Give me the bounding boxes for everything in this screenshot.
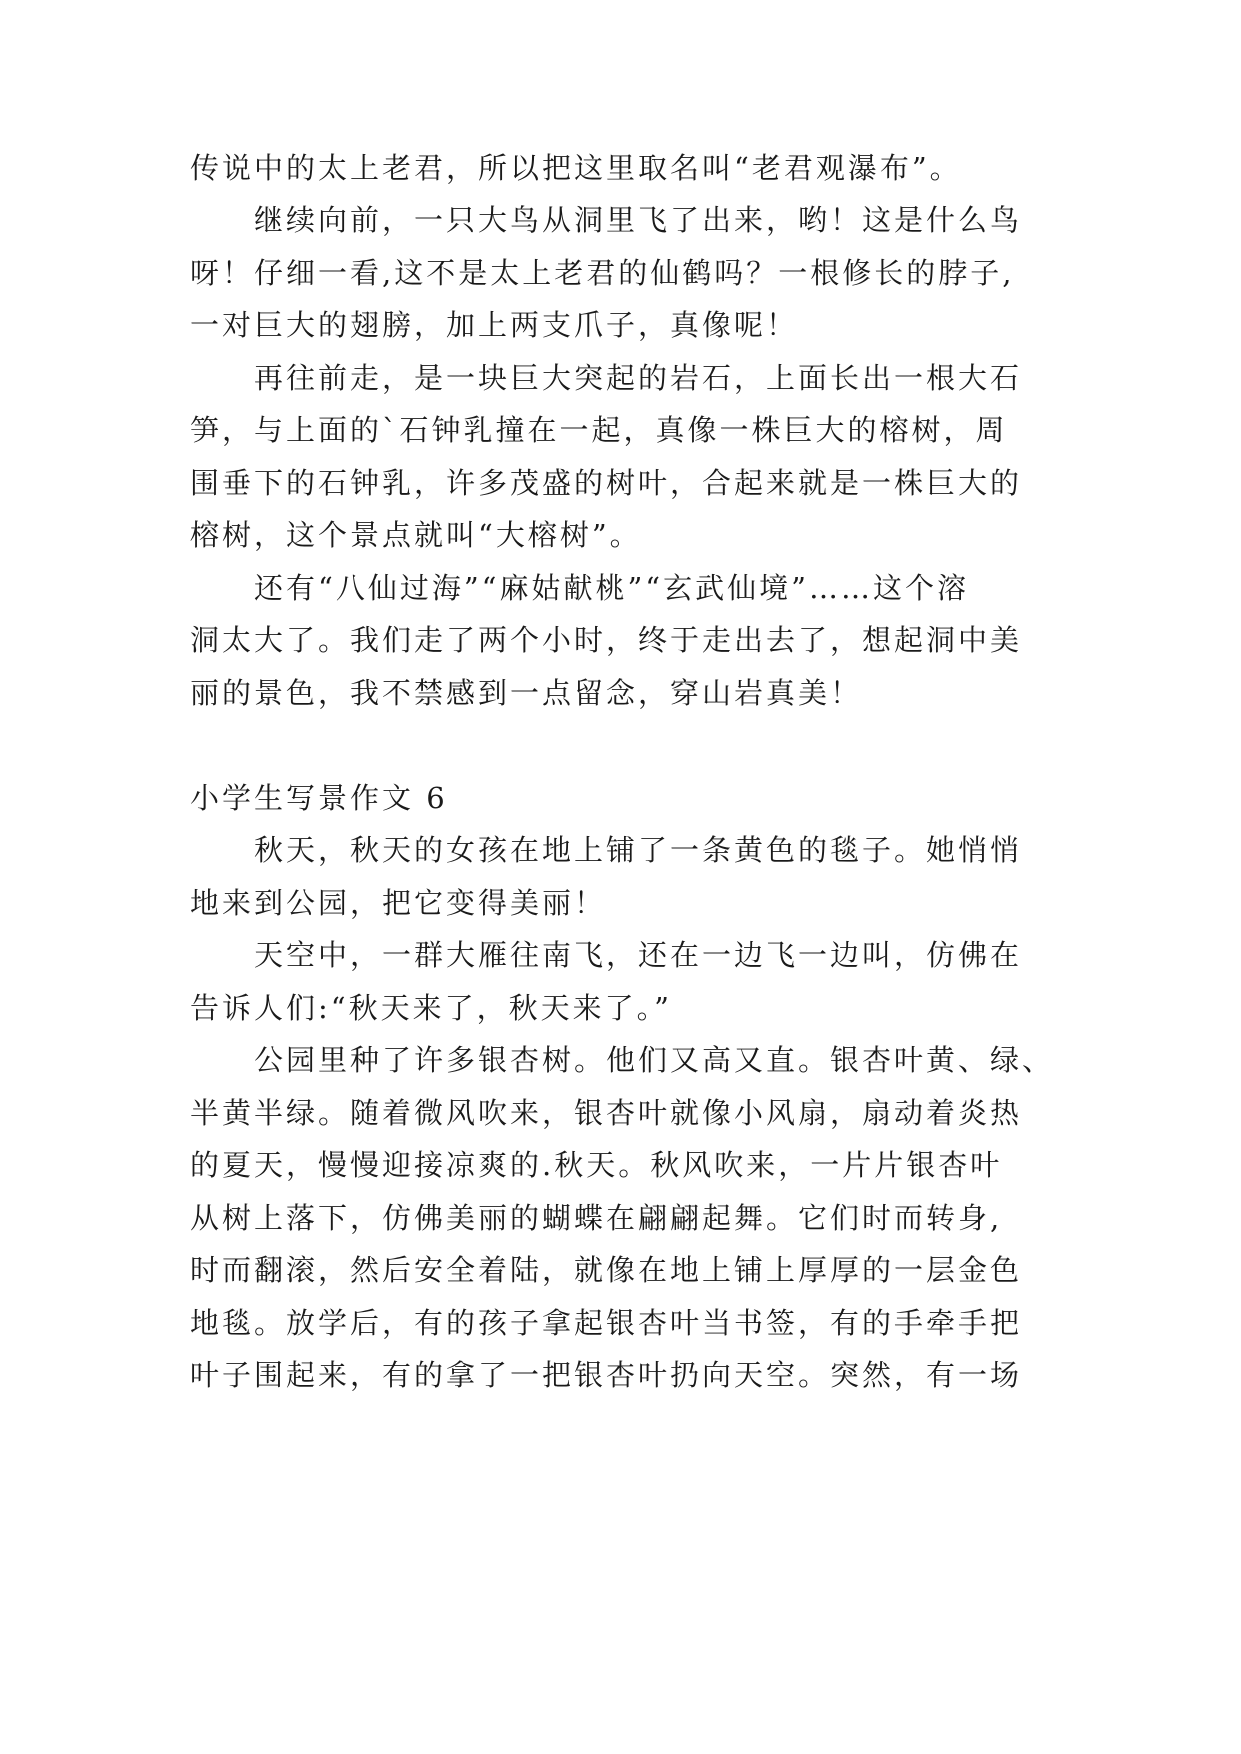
paragraph-line: 洞太大了。我们走了两个小时，终于走出去了，想起洞中美 [190, 623, 1023, 657]
paragraph-line: 秋天，秋天的女孩在地上铺了一条黄色的毯子。她悄悄 [254, 833, 1023, 867]
paragraph-line: 继续向前，一只大鸟从洞里飞了出来，哟！这是什么鸟 [254, 203, 1023, 237]
paragraph-line: 再往前走，是一块巨大突起的岩石，上面长出一根大石 [254, 361, 1023, 395]
paragraph-line: 一对巨大的翅膀，加上两支爪子，真像呢！ [190, 308, 799, 342]
paragraph-line: 笋，与上面的`石钟乳撞在一起，真像一株巨大的榕树，周 [190, 413, 1008, 447]
paragraph-line: 天空中，一群大雁往南飞，还在一边飞一边叫，仿佛在 [254, 938, 1023, 972]
paragraph-line: 的夏天，慢慢迎接凉爽的.秋天。秋风吹来，一片片银杏叶 [190, 1148, 1003, 1182]
paragraph-line: 地毯。放学后，有的孩子拿起银杏叶当书签，有的手牵手把 [190, 1306, 1023, 1340]
paragraph-line: 告诉人们:“秋天来了，秋天来了。” [190, 991, 672, 1025]
paragraph-line: 时而翻滚，然后安全着陆，就像在地上铺上厚厚的一层金色 [190, 1253, 1023, 1287]
paragraph-line: 叶子围起来，有的拿了一把银杏叶扔向天空。突然，有一场 [190, 1358, 1023, 1392]
paragraph-line: 呀！仔细一看,这不是太上老君的仙鹤吗？一根修长的脖子, [190, 256, 1015, 290]
paragraph-line: 还有“八仙过海”“麻姑献桃”“玄武仙境”……这个溶 [254, 571, 969, 605]
paragraph-line: 围垂下的石钟乳，许多茂盛的树叶，合起来就是一株巨大的 [190, 466, 1023, 500]
paragraph-line: 传说中的太上老君，所以把这里取名叫“老君观瀑布”。 [190, 151, 962, 185]
paragraph-line: 榕树，这个景点就叫“大榕树”。 [190, 518, 642, 552]
paragraph-line: 半黄半绿。随着微风吹来，银杏叶就像小风扇，扇动着炎热 [190, 1096, 1023, 1130]
paragraph-line: 公园里种了许多银杏树。他们又高又直。银杏叶黄、绿、 [254, 1043, 1055, 1077]
section-heading: 小学生写景作文 6 [190, 781, 448, 815]
paragraph-line: 丽的景色，我不禁感到一点留念，穿山岩真美！ [190, 676, 863, 710]
paragraph-line: 从树上落下，仿佛美丽的蝴蝶在翩翩起舞。它们时而转身, [190, 1201, 1003, 1235]
paragraph-line: 地来到公园，把它变得美丽！ [190, 886, 607, 920]
